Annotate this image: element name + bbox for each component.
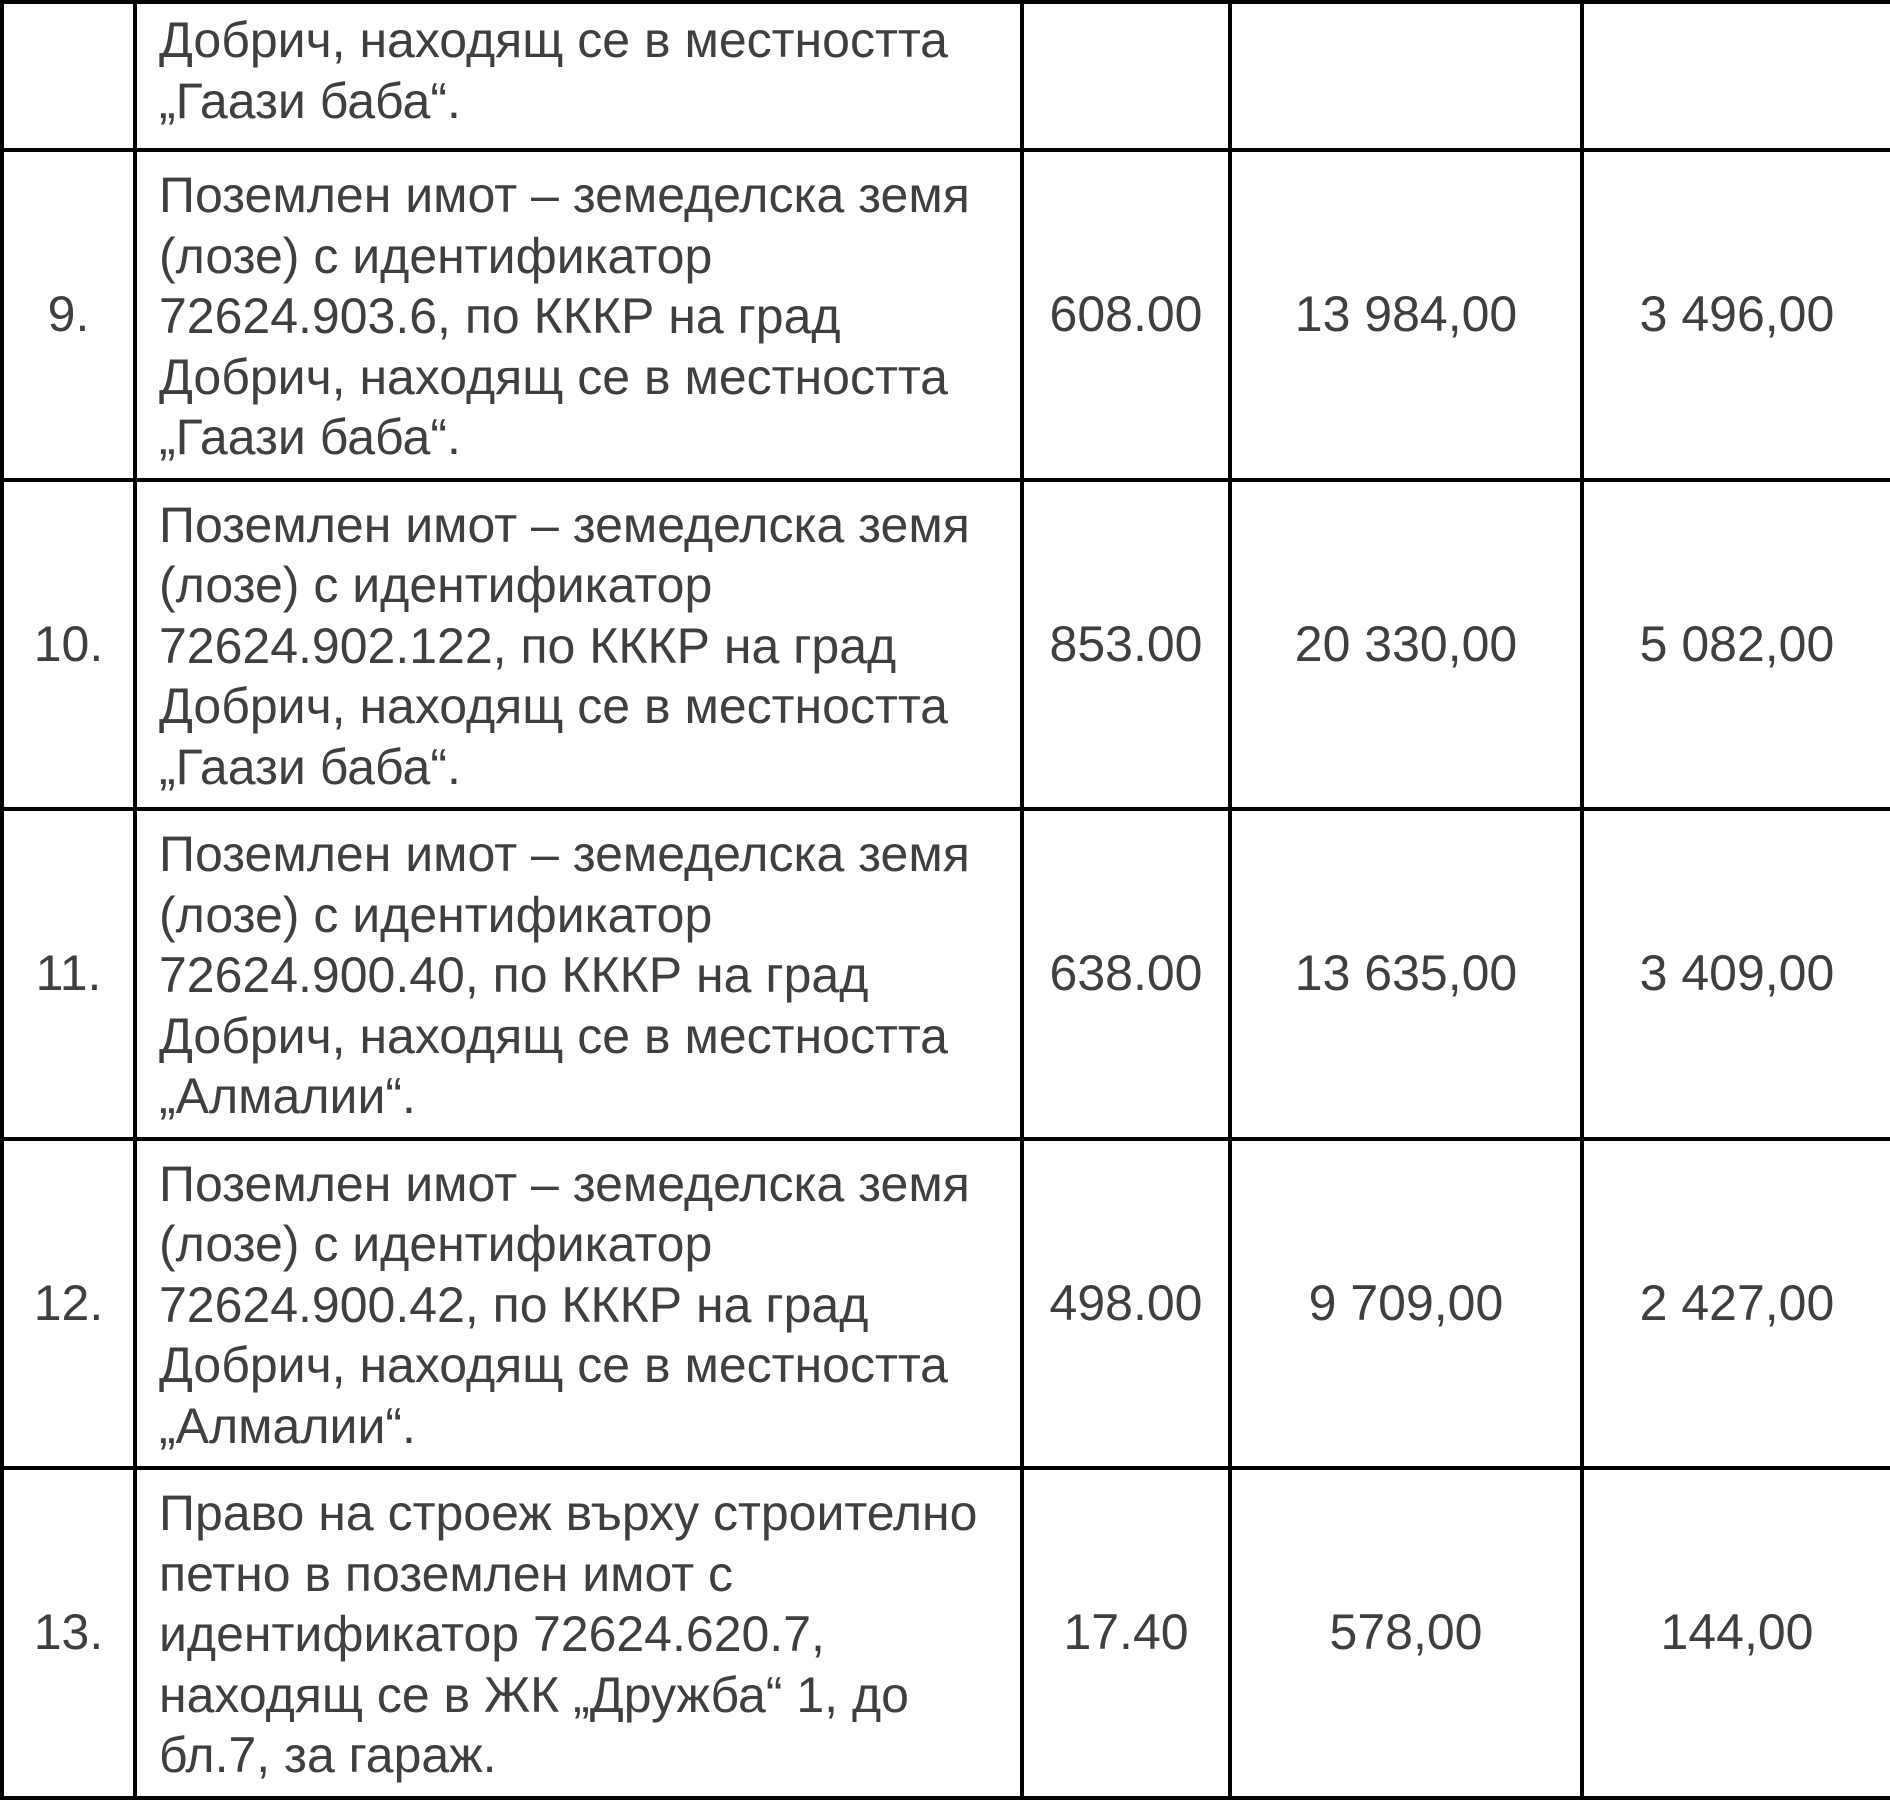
description-cell: Поземлен имот – земеделска земя (лозе) с идентификатор 72624.900.40, по КККР на град Добрич, находящ се в местността „Алмалии“. — [135, 809, 1022, 1139]
description-cell: Право на строеж върху строително петно в поземлен имот с идентификатор 72624.620.7, находящ се в ЖК „Дружба“ 1, до бл.7, за гараж. — [135, 1468, 1022, 1798]
table-row — [2, 809, 1890, 1139]
description-cell: Поземлен имот – земеделска земя (лозе) с идентификатор 72624.902.122, по КККР на град Добрич, находящ се в местността „Гаази баба“. — [135, 480, 1022, 810]
value-cell: 13 984,00 — [1230, 150, 1582, 480]
area-cell: 498.00 — [1022, 1139, 1230, 1469]
row-number-cell: 10. — [2, 480, 135, 810]
value-cell: 13 635,00 — [1230, 809, 1582, 1139]
price-cell: 5 082,00 — [1582, 480, 1890, 810]
area-cell: 608.00 — [1022, 150, 1230, 480]
area-cell: 853.00 — [1022, 480, 1230, 810]
row-number-cell: 11. — [2, 809, 135, 1139]
price-cell: 144,00 — [1582, 1468, 1890, 1798]
description-cell: Поземлен имот – земеделска земя (лозе) с идентификатор 72624.900.42, по КККР на град Добрич, находящ се в местността „Алмалии“. — [135, 1139, 1022, 1469]
row-number-cell: 12. — [2, 1139, 135, 1469]
price-cell — [1582, 2, 1890, 150]
table-row — [2, 1468, 1890, 1798]
area-cell — [1022, 2, 1230, 150]
area-cell: 638.00 — [1022, 809, 1230, 1139]
table-row — [2, 1139, 1890, 1469]
value-cell: 578,00 — [1230, 1468, 1582, 1798]
area-cell: 17.40 — [1022, 1468, 1230, 1798]
row-number-cell — [2, 2, 135, 150]
description-cell: Поземлен имот – земеделска земя (лозе) с идентификатор 72624.903.6, по КККР на град Добрич, находящ се в местността „Гаази баба“. — [135, 150, 1022, 480]
table-row — [2, 2, 1890, 150]
description-cell: Добрич, находящ се в местността „Гаази баба“. — [135, 2, 1022, 150]
value-cell — [1230, 2, 1582, 150]
row-number-cell: 9. — [2, 150, 135, 480]
table-row — [2, 150, 1890, 480]
table-row — [2, 480, 1890, 810]
price-cell: 2 427,00 — [1582, 1139, 1890, 1469]
value-cell: 20 330,00 — [1230, 480, 1582, 810]
value-cell: 9 709,00 — [1230, 1139, 1582, 1469]
row-number-cell: 13. — [2, 1468, 135, 1798]
price-cell: 3 409,00 — [1582, 809, 1890, 1139]
price-cell: 3 496,00 — [1582, 150, 1890, 480]
